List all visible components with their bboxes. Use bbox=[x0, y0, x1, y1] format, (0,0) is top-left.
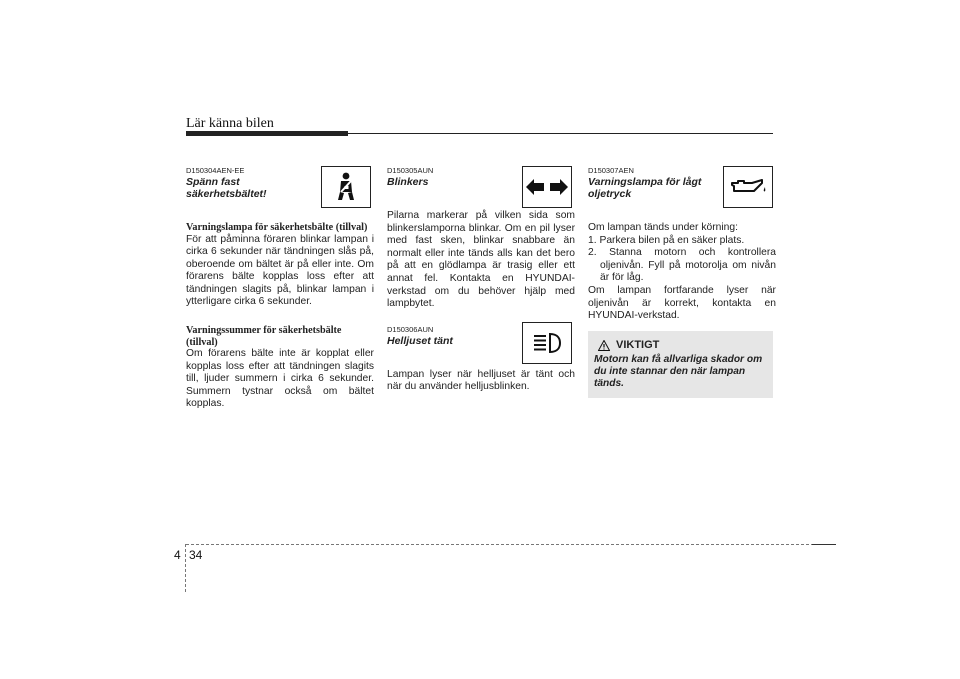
section-subtitle: Blinkers bbox=[387, 176, 429, 188]
column-indicators bbox=[387, 166, 575, 394]
paragraph-followup: Om lampan fortfarande lyser när oljenivån är korrekt, kontakta en HYUNDAI-verkstad. bbox=[588, 284, 776, 322]
paragraph-high-beam: Lampan lyser när helljuset är tänt och när du använder helljusblinken. bbox=[387, 368, 575, 393]
warning-text: Motorn kan få allvarliga skador om du inte stannar den när lampan tänds. bbox=[594, 354, 763, 390]
warning-triangle-icon bbox=[598, 340, 610, 351]
heading-buzzer: Varningssummer för säkerhetsbälte (tillval) bbox=[186, 325, 342, 348]
section-code: D150306AUN bbox=[387, 324, 434, 334]
column-oil-pressure bbox=[588, 166, 776, 398]
section-subtitle: Spänn fast säkerhetsbältet! bbox=[186, 176, 267, 200]
warning-box bbox=[588, 331, 773, 399]
section-title: Lär känna bilen bbox=[186, 116, 274, 131]
heading-warning-lamp: Varningslampa för säkerhetsbälte (tillval) bbox=[186, 222, 368, 233]
paragraph-intro: Om lampan tänds under körning: bbox=[588, 222, 738, 233]
section-code: D150304AEN-EE bbox=[186, 166, 245, 175]
warning-title-text: VIKTIGT bbox=[616, 338, 660, 351]
header-rule bbox=[348, 133, 773, 134]
section-subtitle: Helljuset tänt bbox=[387, 334, 453, 347]
section-code: D150307AEN bbox=[588, 166, 634, 175]
header-bar bbox=[186, 131, 348, 136]
footer-rule bbox=[186, 544, 834, 545]
paragraph-lamp: För att påminna föraren blinkar lampan i cirka 6 sekunder när tändningen slås på, oberoende om bältet är på eller inte. Om förarens bälte kopplas loss efter att tändningen slagits på, blinkar lampan i ytterligare cirka 6 sekunder. bbox=[186, 233, 374, 308]
page-number: 34 bbox=[189, 548, 203, 562]
column-seatbelt bbox=[186, 166, 374, 411]
section-subtitle: Varningslampa för lågt oljetryck bbox=[588, 176, 702, 200]
section-code: D150305AUN bbox=[387, 166, 434, 175]
chapter-number: 4 bbox=[174, 548, 181, 562]
warning-title bbox=[598, 339, 767, 352]
footer-rule-end bbox=[812, 544, 836, 545]
paragraph-buzzer: Om förarens bälte inte är kopplat eller kopplas loss efter att tändningen slagits till, ljuder summern i cirka 6 sekunder. Summern tystnar också om bältet kopplas. bbox=[186, 348, 374, 410]
list-item: 1. Parkera bilen på en säker plats. bbox=[588, 234, 745, 246]
seatbelt-warning-icon bbox=[321, 166, 371, 208]
oil-pressure-icon bbox=[723, 166, 773, 208]
footer-divider bbox=[185, 544, 186, 592]
high-beam-icon bbox=[522, 322, 572, 364]
paragraph-blinkers: Pilarna markerar på vilken sida som blinkerslamporna blinkar. Om en pil lyser med fast sken, blinkar snabbare än normalt eller inte tänds alls kan det bero på att en glödlampa är trasig eller ett annat fel. Kontakta en HYUNDAI-verkstad om du behöver hjälp med lampbytet. bbox=[387, 210, 575, 310]
turn-signal-arrows-icon bbox=[522, 166, 572, 208]
list-item: 2. Stanna motorn och kontrollera oljenivån. Fyll på motorolja om nivån är för låg. bbox=[588, 247, 776, 284]
